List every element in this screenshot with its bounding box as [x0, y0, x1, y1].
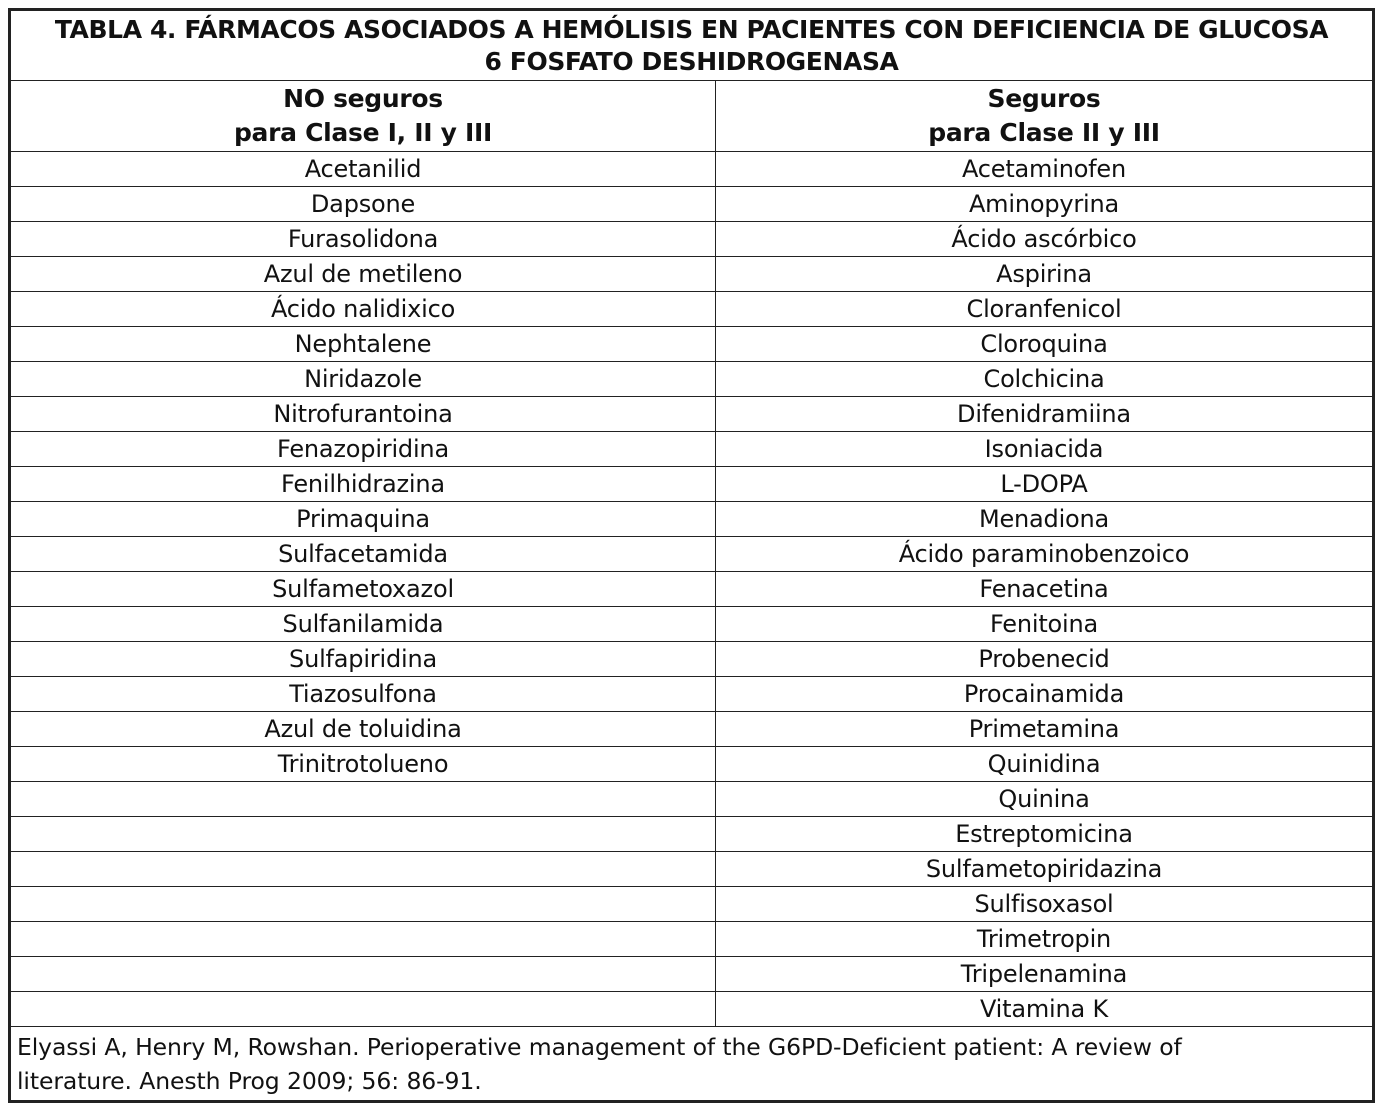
- table-row: [11, 817, 1373, 852]
- cell-not-safe-drug: Fenazopiridina: [11, 432, 716, 467]
- cell-not-safe-drug: [11, 817, 716, 852]
- header-safe-line-2: para Clase II y III: [928, 118, 1160, 147]
- header-not-safe-line-2: para Clase I, II y III: [233, 118, 493, 147]
- table-row: [11, 537, 1373, 572]
- table-row: [11, 607, 1373, 642]
- table-row: [11, 222, 1373, 257]
- cell-not-safe-drug: [11, 782, 716, 817]
- table-row: [11, 467, 1373, 502]
- table-row: [11, 362, 1373, 397]
- cell-safe-drug: Probenecid: [716, 642, 1373, 677]
- header-row: [11, 81, 1373, 152]
- cell-safe-drug: Difenidramiina: [716, 397, 1373, 432]
- table-row: [11, 712, 1373, 747]
- cell-not-safe-drug: Ácido nalidixico: [11, 292, 716, 327]
- table-row: [11, 572, 1373, 607]
- table-row: [11, 152, 1373, 187]
- cell-not-safe-drug: Azul de toluidina: [11, 712, 716, 747]
- header-safe: [716, 81, 1373, 152]
- cell-safe-drug: Ácido ascórbico: [716, 222, 1373, 257]
- title-row: [11, 11, 1373, 81]
- cell-not-safe-drug: Dapsone: [11, 187, 716, 222]
- cell-not-safe-drug: Azul de metileno: [11, 257, 716, 292]
- cell-safe-drug: Quinidina: [716, 747, 1373, 782]
- table-row: [11, 922, 1373, 957]
- cell-not-safe-drug: Trinitrotolueno: [11, 747, 716, 782]
- table-row: [11, 187, 1373, 222]
- table-row: [11, 502, 1373, 537]
- table-row: [11, 257, 1373, 292]
- cell-not-safe-drug: [11, 887, 716, 922]
- cell-safe-drug: Primetamina: [716, 712, 1373, 747]
- cell-safe-drug: Menadiona: [716, 502, 1373, 537]
- cell-not-safe-drug: Sulfapiridina: [11, 642, 716, 677]
- table-title-line-2: 6 FOSFATO DESHIDROGENASA: [484, 47, 899, 76]
- table-row: [11, 397, 1373, 432]
- table-row: [11, 432, 1373, 467]
- cell-not-safe-drug: Niridazole: [11, 362, 716, 397]
- cell-not-safe-drug: Furasolidona: [11, 222, 716, 257]
- cell-not-safe-drug: Nephtalene: [11, 327, 716, 362]
- header-safe-line-1: Seguros: [987, 84, 1101, 113]
- cell-not-safe-drug: Fenilhidrazina: [11, 467, 716, 502]
- table-row: [11, 992, 1373, 1027]
- cell-not-safe-drug: [11, 852, 716, 887]
- cell-not-safe-drug: Sulfametoxazol: [11, 572, 716, 607]
- cell-not-safe-drug: Tiazosulfona: [11, 677, 716, 712]
- table-row: [11, 327, 1373, 362]
- cell-safe-drug: Acetaminofen: [716, 152, 1373, 187]
- table-row: [11, 677, 1373, 712]
- cell-not-safe-drug: Sulfanilamida: [11, 607, 716, 642]
- source-citation: [11, 1027, 1373, 1101]
- cell-safe-drug: L-DOPA: [716, 467, 1373, 502]
- table-row: [11, 957, 1373, 992]
- drug-table-container: [8, 8, 1375, 1103]
- cell-safe-drug: Isoniacida: [716, 432, 1373, 467]
- cell-safe-drug: Vitamina K: [716, 992, 1373, 1027]
- cell-safe-drug: Aspirina: [716, 257, 1373, 292]
- table-row: [11, 747, 1373, 782]
- source-citation-line-2: literature. Anesth Prog 2009; 56: 86-91.: [17, 1067, 482, 1095]
- cell-safe-drug: Fenitoina: [716, 607, 1373, 642]
- source-citation-line-1: Elyassi A, Henry M, Rowshan. Perioperative management of the G6PD-Deficient patient: A review of: [17, 1033, 1182, 1061]
- cell-safe-drug: Tripelenamina: [716, 957, 1373, 992]
- cell-safe-drug: Sulfametopiridazina: [716, 852, 1373, 887]
- cell-not-safe-drug: Acetanilid: [11, 152, 716, 187]
- cell-safe-drug: Ácido paraminobenzoico: [716, 537, 1373, 572]
- cell-not-safe-drug: [11, 922, 716, 957]
- cell-not-safe-drug: [11, 992, 716, 1027]
- cell-not-safe-drug: Primaquina: [11, 502, 716, 537]
- cell-not-safe-drug: Nitrofurantoina: [11, 397, 716, 432]
- cell-safe-drug: Colchicina: [716, 362, 1373, 397]
- cell-safe-drug: Cloroquina: [716, 327, 1373, 362]
- table-title: [11, 11, 1373, 81]
- table-row: [11, 887, 1373, 922]
- cell-not-safe-drug: [11, 957, 716, 992]
- cell-safe-drug: Estreptomicina: [716, 817, 1373, 852]
- cell-safe-drug: Quinina: [716, 782, 1373, 817]
- cell-safe-drug: Sulfisoxasol: [716, 887, 1373, 922]
- table-row: [11, 642, 1373, 677]
- cell-safe-drug: Cloranfenicol: [716, 292, 1373, 327]
- cell-safe-drug: Fenacetina: [716, 572, 1373, 607]
- cell-safe-drug: Procainamida: [716, 677, 1373, 712]
- header-not-safe: [11, 81, 716, 152]
- table-row: [11, 852, 1373, 887]
- drug-table: [10, 10, 1373, 1101]
- cell-safe-drug: Trimetropin: [716, 922, 1373, 957]
- table-row: [11, 782, 1373, 817]
- source-row: [11, 1027, 1373, 1101]
- table-title-line-1: TABLA 4. FÁRMACOS ASOCIADOS A HEMÓLISIS EN PACIENTES CON DEFICIENCIA DE GLUCOSA: [54, 15, 1329, 44]
- table-row: [11, 292, 1373, 327]
- header-not-safe-line-1: NO seguros: [283, 84, 443, 113]
- cell-not-safe-drug: Sulfacetamida: [11, 537, 716, 572]
- cell-safe-drug: Aminopyrina: [716, 187, 1373, 222]
